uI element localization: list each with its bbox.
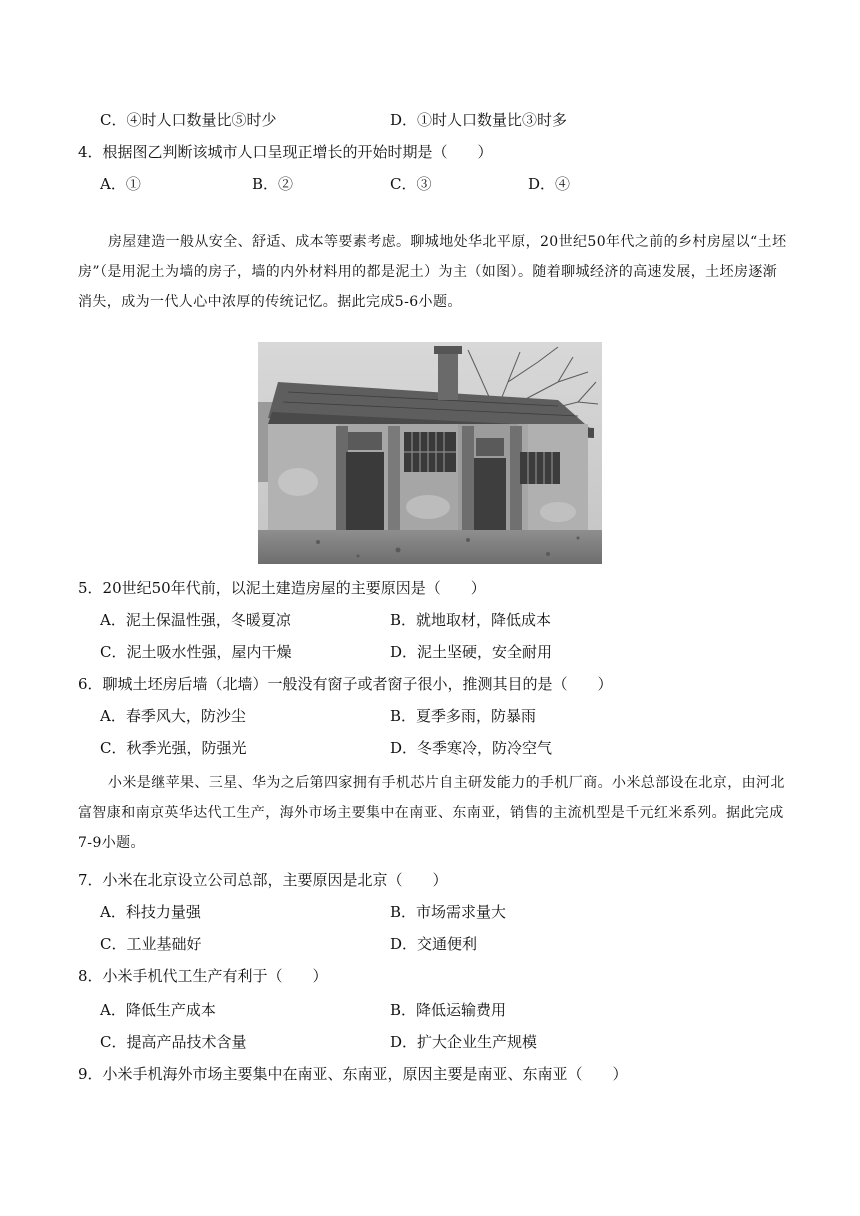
- q7-option-c: C．工业基础好: [100, 935, 202, 953]
- q9-stem: 9．小米手机海外市场主要集中在南亚、东南亚，原因主要是南亚、东南亚（ ）: [78, 1065, 628, 1083]
- q7-option-b: B．市场需求量大: [390, 903, 507, 921]
- q5-option-b: B．就地取材，降低成本: [390, 611, 552, 629]
- q4-option-c: C．③: [390, 175, 432, 193]
- q8-option-a: A．降低生产成本: [100, 1001, 216, 1019]
- q6-option-c: C．秋季光强，防强光: [100, 739, 247, 757]
- q4-option-a: A．①: [100, 175, 141, 193]
- q5-option-c: C．泥土吸水性强，屋内干燥: [100, 643, 292, 661]
- q4-option-d: D．④: [528, 175, 571, 193]
- q6-stem: 6．聊城土坯房后墙（北墙）一般没有窗子或者窗子很小，推测其目的是（ ）: [78, 675, 613, 693]
- q6-option-a: A．春季风大，防沙尘: [100, 707, 246, 725]
- q7-option-d: D．交通便利: [390, 935, 478, 953]
- passage-earth-house: 房屋建造一般从安全、舒适、成本等要素考虑。聊城地处华北平原，20世纪50年代之前的乡村房屋以“土坯房”（是用泥土为墙的房子，墙的内外材料用的都是泥土）为主（如图）。随着聊城经济的高速发展，土坯房逐渐消失，成为一代人心中浓厚的传统记忆。据此完成5-6小题。: [78, 234, 787, 310]
- q7-stem: 7．小米在北京设立公司总部，主要原因是北京（ ）: [78, 871, 448, 889]
- q8-option-c: C．提高产品技术含量: [100, 1033, 247, 1051]
- q8-stem: 8．小米手机代工生产有利于（ ）: [78, 967, 328, 985]
- q4-option-b: B．②: [252, 175, 294, 193]
- q7-option-a: A．科技力量强: [100, 903, 201, 921]
- adobe-house-photo: [258, 342, 602, 564]
- q5-option-d: D．泥土坚硬，安全耐用: [390, 643, 553, 661]
- q8-option-d: D．扩大企业生产规模: [390, 1033, 538, 1051]
- q6-option-b: B．夏季多雨，防暴雨: [390, 707, 537, 725]
- q5-stem: 5．20世纪50年代前，以泥土建造房屋的主要原因是（ ）: [78, 579, 486, 597]
- q3-option-c: C．④时人口数量比⑤时少: [100, 111, 277, 129]
- q5-option-a: A．泥土保温性强，冬暖夏凉: [100, 611, 291, 629]
- q3-option-d: D．①时人口数量比③时多: [390, 111, 568, 129]
- q4-stem: 4．根据图乙判断该城市人口呈现正增长的开始时期是（ ）: [78, 143, 493, 161]
- q6-option-d: D．冬季寒冷，防冷空气: [390, 739, 553, 757]
- passage-xiaomi: 小米是继苹果、三星、华为之后第四家拥有手机芯片自主研发能力的手机厂商。小米总部设在北京，由河北富智康和南京英华达代工生产，海外市场主要集中在南亚、东南亚，销售的主流机型是千元红米系列。据此完成7-9小题。: [78, 775, 785, 851]
- q8-option-b: B．降低运输费用: [390, 1001, 507, 1019]
